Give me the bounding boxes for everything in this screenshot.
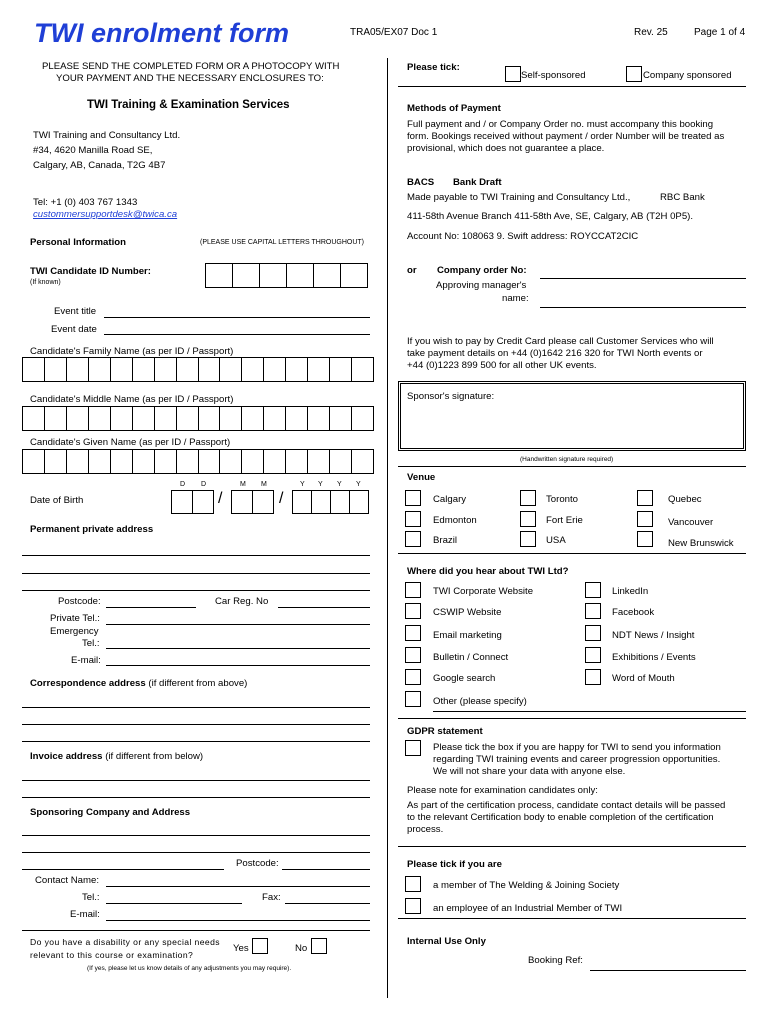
yes-label: Yes [233,943,249,954]
venue-toronto-checkbox[interactable] [520,490,536,506]
company-order-label: Company order No: [437,265,527,276]
hear-facebook-label: Facebook [612,607,655,618]
venue-edmonton-label: Edmonton [433,515,477,526]
email-field[interactable] [106,665,370,666]
org-title: TWI Training & Examination Services [87,99,290,111]
venue-new-brunswick-label: New Brunswick [668,538,734,549]
venue-brazil-checkbox[interactable] [405,531,421,547]
event-title-label: Event title [54,306,97,317]
dob-header-y2: Y [318,481,323,488]
address-line-field-3[interactable] [22,590,370,591]
support-email-link[interactable]: custommersupportdesk@twica.ca [33,209,178,220]
dob-header-y3: Y [337,481,342,488]
payment-text-1: Full payment and / or Company Order no. must accompany this booking [407,119,714,130]
tel2-field[interactable] [106,903,242,904]
self-sponsored-label: Self-sponsored [521,70,586,81]
internal-use-label: Internal Use Only [407,936,486,947]
correspondence-note: (if different from above) [145,678,248,689]
emergency-tel-field[interactable] [106,648,370,649]
contact-name-field[interactable] [106,886,370,887]
gdpr-text-3: We will not share your data with anyone else. [433,766,626,777]
venue-quebec-checkbox[interactable] [637,490,653,506]
send-instructions-2: YOUR PAYMENT AND THE NECESSARY ENCLOSURES TO: [56,73,324,84]
disability-yes-checkbox[interactable] [252,938,268,954]
booking-ref-field[interactable] [590,970,746,971]
hear-cswip-label: CSWIP Website [433,607,502,618]
industrial-member-label: an employee of an Industrial Member of TWI [433,903,623,914]
family-name-label: Candidate's Family Name (as per ID / Passport) [30,346,234,357]
dob-header-m2: M [261,481,267,488]
sponsoring-field-3[interactable] [22,869,224,870]
dob-label: Date of Birth [30,495,84,506]
dob-day-boxes[interactable] [171,490,214,514]
car-reg-label: Car Reg. No [215,596,269,607]
personal-info-label: Personal Information [30,237,126,248]
dob-year-boxes[interactable] [292,490,369,514]
company-order-field[interactable] [540,278,746,279]
disability-divider [22,930,370,931]
dob-sep-2: / [279,490,284,507]
hear-twi-website-checkbox[interactable] [405,582,421,598]
hear-twi-website-label: TWI Corporate Website [433,586,534,597]
hear-google-checkbox[interactable] [405,669,421,685]
approving-manager-label: Approving manager's [436,280,527,291]
disability-no-checkbox[interactable] [311,938,327,954]
divider-tick-if [398,918,746,919]
dob-header-y4: Y [356,481,361,488]
exam-text-2: to the relevant Certification body to enable completion of the certification [407,812,714,823]
venue-calgary-label: Calgary [433,494,467,505]
payment-methods-label: Methods of Payment [407,103,501,114]
hear-word-of-mouth-checkbox[interactable] [585,669,601,685]
invoice-title: Invoice address [30,751,103,762]
hear-about-label: Where did you hear about TWI Ltd? [407,566,569,577]
email-label: E-mail: [71,655,101,666]
caps-note: (PLEASE USE CAPITAL LETTERS THROUGHOUT) [200,239,365,246]
credit-card-text-2: take payment details on +44 (0)1642 216 320 for TWI North events or [407,348,703,359]
correspondence-field-1[interactable] [22,707,370,708]
sponsor-signature-label: Sponsor's signature: [407,391,495,402]
revision: Rev. 25 [634,27,668,38]
exam-note-label: Please note for examination candidates only: [407,785,598,796]
correspondence-field-3[interactable] [22,741,370,742]
private-tel-field[interactable] [106,624,370,625]
tick-if-label: Please tick if you are [407,859,502,870]
or-label: or [407,265,417,276]
permanent-address-label: Permanent private address [30,524,154,535]
hear-linkedin-label: LinkedIn [612,586,649,597]
booking-ref-label: Booking Ref: [528,955,583,966]
send-instructions-1: PLEASE SEND THE COMPLETED FORM OR A PHOTOCOPY WITH [42,61,340,72]
sponsoring-company-label: Sponsoring Company and Address [30,807,191,818]
dob-header-m1: M [240,481,246,488]
phone-number: Tel: +1 (0) 403 767 1343 [33,197,138,208]
hear-exhibitions-label: Exhibitions / Events [612,652,696,663]
dob-header-d1: D [180,481,186,488]
please-tick-label: Please tick: [407,62,460,73]
correspondence-field-2[interactable] [22,724,370,725]
divider-please-tick [398,86,746,87]
given-name-boxes[interactable] [22,449,374,474]
member-wjs-label: a member of The Welding & Joining Society [433,880,620,891]
emergency-tel-label-2: Tel.: [82,638,100,649]
event-date-label: Event date [51,324,97,335]
fax-field[interactable] [285,903,370,904]
disability-question-1: Do you have a disability or any special needs [30,937,220,947]
email2-label: E-mail: [70,909,100,920]
industrial-member-checkbox[interactable] [405,898,421,914]
payable-to-text: Made payable to TWI Training and Consultancy Ltd., [407,192,631,203]
address-line-2: #34, 4620 Manilla Road SE, [33,145,153,156]
invoice-note: (if different from below) [102,751,204,762]
divider-gdpr [398,846,746,847]
approving-manager-label-2: name: [502,293,529,304]
no-label: No [295,943,308,954]
email2-field[interactable] [106,920,370,921]
address-line-field-1[interactable] [22,555,370,556]
page-number: Page 1 of 4 [694,27,746,38]
emergency-tel-label: Emergency [50,626,99,637]
dob-sep-1: / [218,490,223,507]
branch-text: 411-58th Avenue Branch 411-58th Ave, SE, Calgary, AB (T2H 0P5). [407,211,694,222]
venue-usa-checkbox[interactable] [520,531,536,547]
candidate-id-input[interactable] [205,263,368,288]
divider-hear-about [398,718,746,719]
account-text: Account No: 108063 9. Swift address: ROYCCAT2CIC [407,231,639,242]
invoice-address-label [30,751,203,762]
if-known-note: (If known) [30,279,61,286]
invoice-field-1[interactable] [22,780,370,781]
payment-text-2: form. Bookings received without payment / order Number will be treated as [407,131,725,142]
bank-name: RBC Bank [660,192,705,203]
gdpr-text-1: Please tick the box if you are happy for TWI to send you information [433,742,721,753]
hear-other-checkbox[interactable] [405,691,421,707]
hear-bulletin-label: Bulletin / Connect [433,652,509,663]
disability-note: (If yes, please let us know details of any adjustments you may require). [87,965,292,972]
gdpr-label: GDPR statement [407,726,483,737]
form-title: TWI enrolment form [34,18,289,48]
venue-label: Venue [407,472,436,483]
exam-text-1: As part of the certification process, candidate contact details will be passed [407,800,726,811]
car-reg-field[interactable] [278,607,370,608]
gdpr-text-2: regarding TWI training events and career progression opportunities. [433,754,721,765]
event-title-field[interactable] [104,317,370,318]
doc-ref: TRA05/EX07 Doc 1 [350,27,438,38]
address-line-field-2[interactable] [22,573,370,574]
self-sponsored-checkbox[interactable] [505,66,521,82]
postcode2-label: Postcode: [236,858,279,869]
given-name-label: Candidate's Given Name (as per ID / Passport) [30,437,231,448]
dob-header-y1: Y [300,481,305,488]
venue-fort-erie-checkbox[interactable] [520,511,536,527]
credit-card-text-3: +44 (0)1223 899 500 for all other UK events. [407,360,597,371]
middle-name-label: Candidate's Middle Name (as per ID / Passport) [30,394,234,405]
hear-email-marketing-label: Email marketing [433,630,502,641]
venue-usa-label: USA [546,535,566,546]
hear-cswip-checkbox[interactable] [405,603,421,619]
gdpr-consent-checkbox[interactable] [405,740,421,756]
family-name-boxes[interactable] [22,357,374,382]
approving-manager-field[interactable] [540,307,746,308]
hear-exhibitions-checkbox[interactable] [585,647,601,663]
venue-brazil-label: Brazil [433,535,457,546]
divider-venue [398,553,746,554]
contact-name-label: Contact Name: [35,875,99,886]
venue-toronto-label: Toronto [546,494,578,505]
hear-facebook-checkbox[interactable] [585,603,601,619]
fax-label: Fax: [262,892,281,903]
hear-email-marketing-checkbox[interactable] [405,625,421,641]
venue-vancouver-label: Vancouver [668,517,714,528]
handwritten-note: (Handwritten signature required) [520,456,614,463]
address-line-3: Calgary, AB, Canada, T2G 4B7 [33,160,166,171]
hear-google-label: Google search [433,673,496,684]
invoice-field-2[interactable] [22,797,370,798]
hear-bulletin-checkbox[interactable] [405,647,421,663]
middle-name-boxes[interactable] [22,406,374,431]
company-sponsored-label: Company sponsored [643,70,732,81]
venue-fort-erie-label: Fort Erie [546,515,583,526]
venue-calgary-checkbox[interactable] [405,490,421,506]
dob-header-d2: D [201,481,207,488]
private-tel-label: Private Tel.: [50,613,100,624]
hear-ndt-news-label: NDT News / Insight [612,630,695,641]
venue-edmonton-checkbox[interactable] [405,511,421,527]
correspondence-address-label [30,678,247,689]
sponsoring-field-2[interactable] [22,852,370,853]
other-specify-field[interactable] [433,711,746,712]
member-wjs-checkbox[interactable] [405,876,421,892]
hear-other-label: Other (please specify) [433,696,527,707]
postcode2-field[interactable] [282,869,370,870]
divider-signature [398,466,746,467]
credit-card-text-1: If you wish to pay by Credit Card please call Customer Services who will [407,336,714,347]
venue-vancouver-checkbox[interactable] [637,511,653,527]
correspondence-title: Correspondence address [30,678,146,689]
address-line-1: TWI Training and Consultancy Ltd. [33,130,181,141]
tel2-label: Tel.: [82,892,100,903]
event-date-field[interactable] [104,334,370,335]
venue-quebec-label: Quebec [668,494,702,505]
disability-question-2: relevant to this course or examination? [30,950,194,960]
postcode-label: Postcode: [58,596,101,607]
postcode-field[interactable] [106,607,196,608]
candidate-id-label: TWI Candidate ID Number: [30,266,151,277]
exam-text-3: process. [407,824,444,835]
venue-new-brunswick-checkbox[interactable] [637,531,653,547]
bank-draft-label: Bank Draft [453,177,502,188]
dob-month-boxes[interactable] [231,490,274,514]
company-sponsored-checkbox[interactable] [626,66,642,82]
payment-text-3: provisional, which does not guarantee a place. [407,143,605,154]
hear-ndt-news-checkbox[interactable] [585,625,601,641]
column-divider [387,58,388,998]
hear-word-of-mouth-label: Word of Mouth [612,673,675,684]
bacs-label: BACS [407,177,435,188]
sponsoring-field-1[interactable] [22,835,370,836]
hear-linkedin-checkbox[interactable] [585,582,601,598]
